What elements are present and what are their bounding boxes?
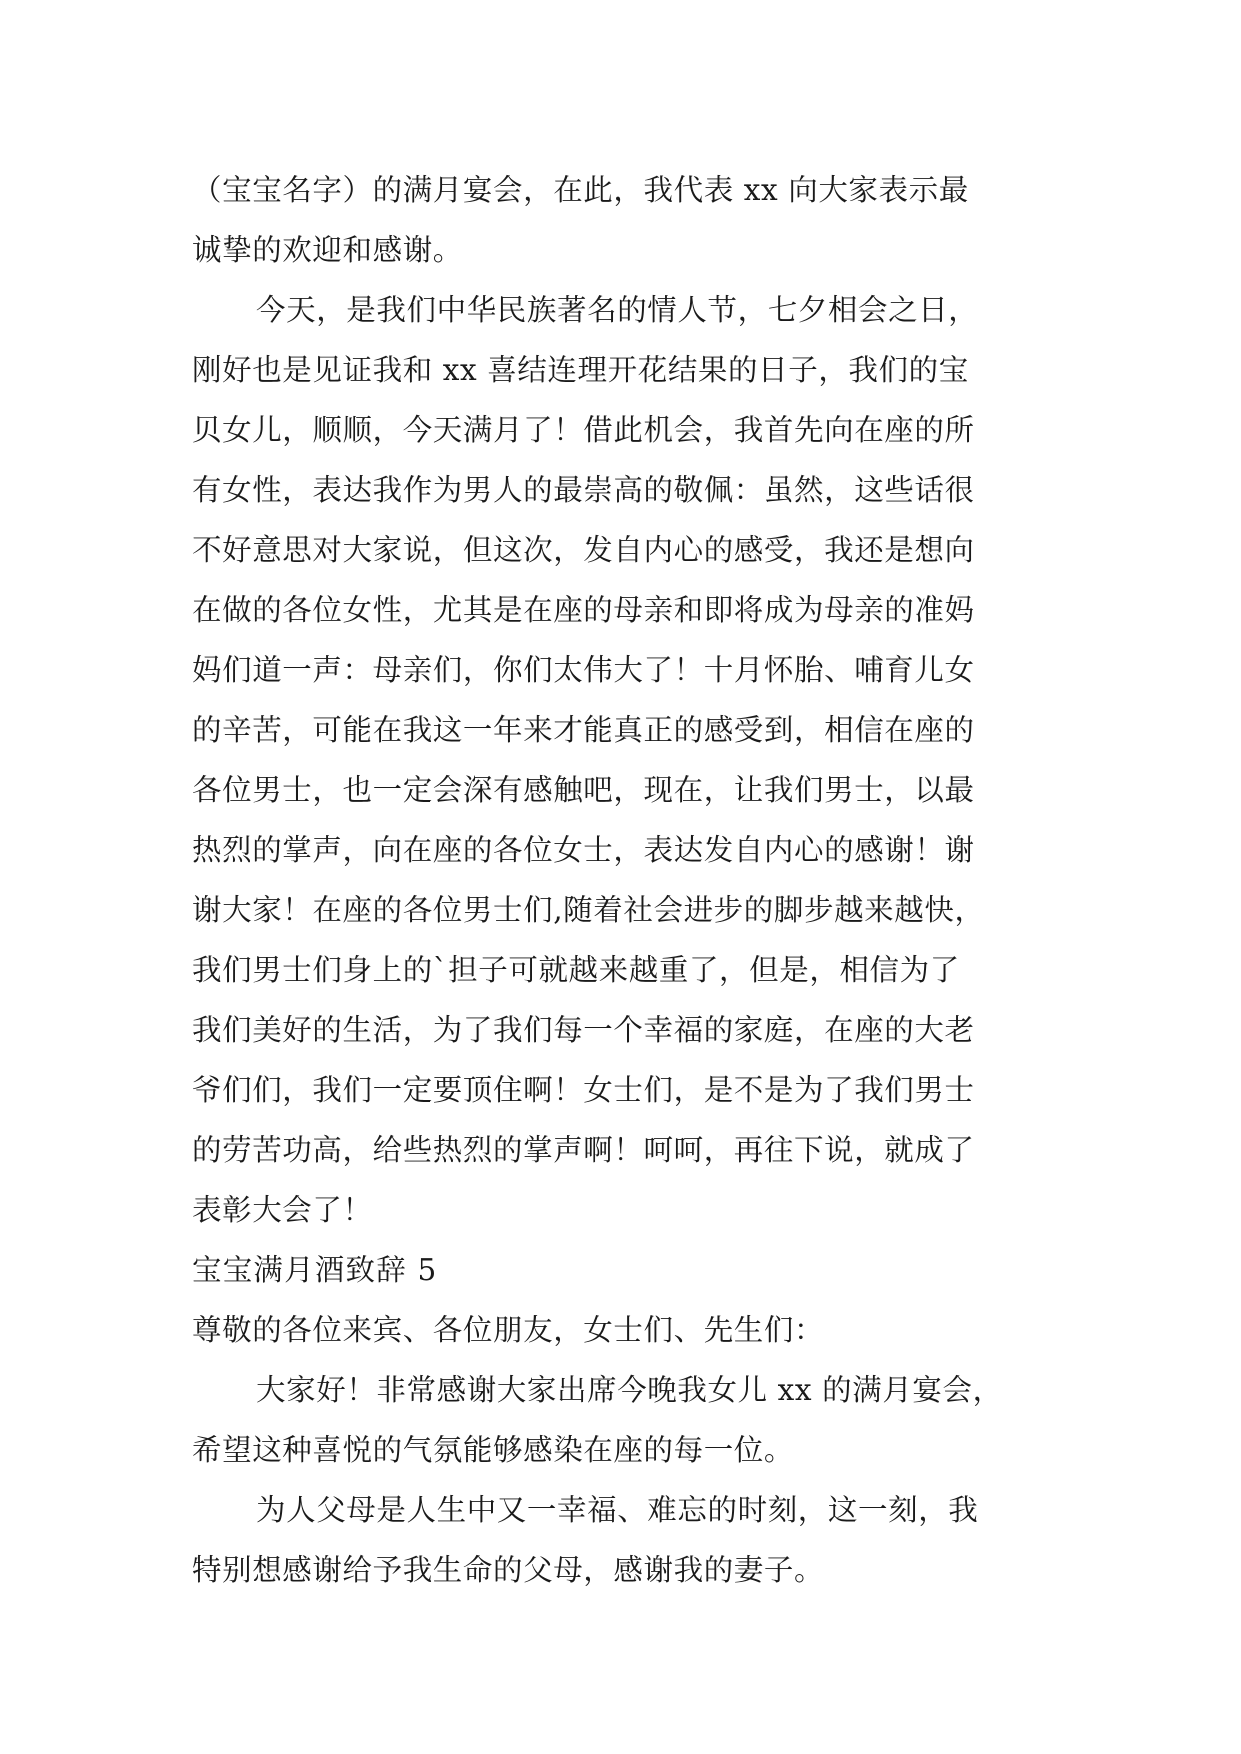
text-line: 的劳苦功高，给些热烈的掌声啊！呵呵，再往下说，就成了 xyxy=(192,1133,975,1167)
text-line: 各位男士，也一定会深有感触吧，现在，让我们男士，以最 xyxy=(192,773,975,807)
text-line: 大家好！非常感谢大家出席今晚我女儿 xx 的满月宴会， xyxy=(256,1373,1003,1407)
text-line: 爷们们，我们一定要顶住啊！女士们，是不是为了我们男士 xyxy=(192,1073,975,1107)
text-line: 贝女儿，顺顺，今天满月了！借此机会，我首先向在座的所 xyxy=(192,413,975,447)
text-line: 我们美好的生活，为了我们每一个幸福的家庭，在座的大老 xyxy=(192,1013,975,1047)
text-line: 为人父母是人生中又一幸福、难忘的时刻，这一刻，我 xyxy=(256,1493,979,1527)
document-body xyxy=(192,160,1052,1600)
section-heading: 宝宝满月酒致辞 5 xyxy=(192,1253,438,1287)
text-line: 诚挚的欢迎和感谢。 xyxy=(192,233,463,267)
text-line: 的辛苦，可能在我这一年来才能真正的感受到，相信在座的 xyxy=(192,713,975,747)
text-line: 在做的各位女性，尤其是在座的母亲和即将成为母亲的准妈 xyxy=(192,593,975,627)
text-line: 妈们道一声：母亲们，你们太伟大了！十月怀胎、哺育儿女 xyxy=(192,653,975,687)
text-line: 今天，是我们中华民族著名的情人节，七夕相会之日， xyxy=(256,293,979,327)
text-line: 尊敬的各位来宾、各位朋友，女士们、先生们： xyxy=(192,1313,825,1347)
text-line: 我们男士们身上的`担子可就越来越重了，但是，相信为了 xyxy=(192,953,960,987)
text-line: 表彰大会了！ xyxy=(192,1193,373,1227)
text-line: 特别想感谢给予我生命的父母，感谢我的妻子。 xyxy=(192,1553,825,1587)
text-line: 不好意思对大家说，但这次，发自内心的感受，我还是想向 xyxy=(192,533,975,567)
text-line: 谢大家！在座的各位男士们,随着社会进步的脚步越来越快， xyxy=(192,893,985,927)
text-line: （宝宝名字）的满月宴会，在此，我代表 xx 向大家表示最 xyxy=(192,173,969,207)
text-line: 热烈的掌声，向在座的各位女士，表达发自内心的感谢！谢 xyxy=(192,833,975,867)
text-line: 有女性，表达我作为男人的最崇高的敬佩：虽然，这些话很 xyxy=(192,473,975,507)
text-line: 希望这种喜悦的气氛能够感染在座的每一位。 xyxy=(192,1433,795,1467)
text-line: 刚好也是见证我和 xx 喜结连理开花结果的日子，我们的宝 xyxy=(192,353,969,387)
